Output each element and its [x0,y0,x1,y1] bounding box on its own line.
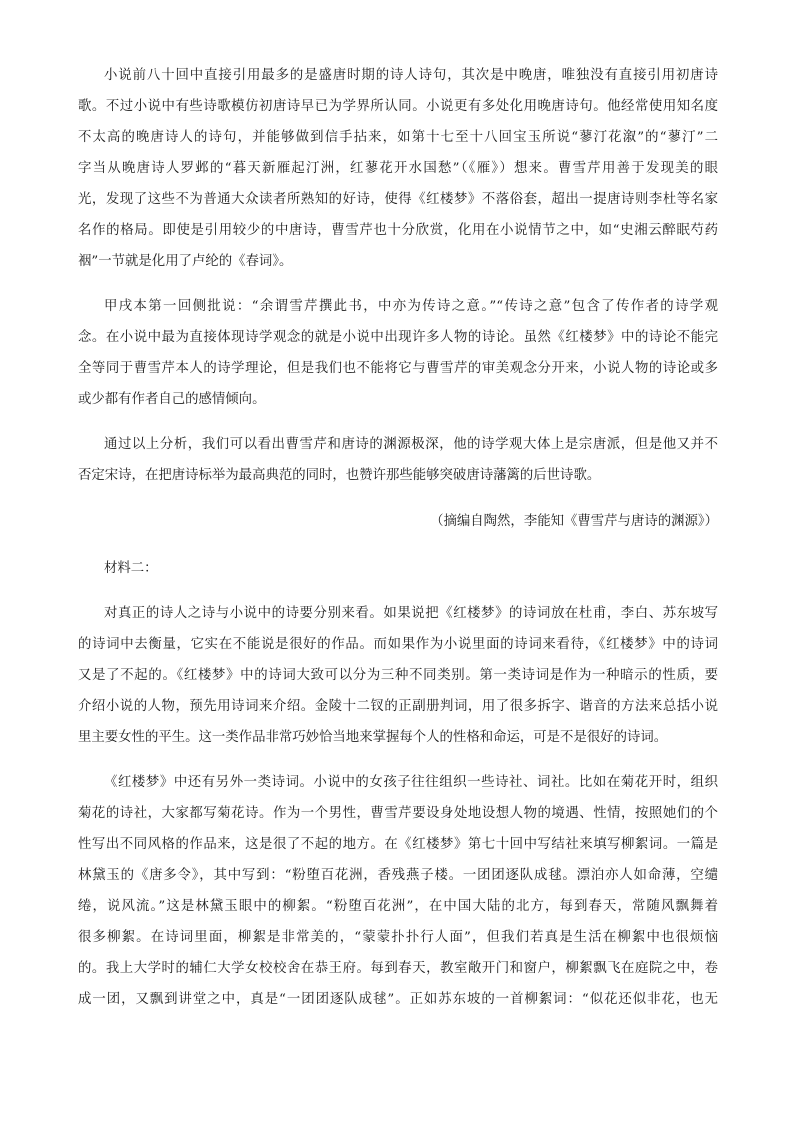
text-line: 或少都有作者自己的感情倾向。 [78,392,266,407]
text-line: 的诗词中去衡量，它实在不能说是很好的作品。而如果作为小说里面的诗词来看待，《红楼梦》中的诗词 [78,637,718,652]
text-line: 不太高的晚唐诗人的诗句，并能够做到信手拈来，如第十七至十八回宝玉所说“蓼汀花溆”的“蓼汀”二 [78,130,718,145]
text-line: 裀”一节就是化用了卢纶的《春词》。 [78,254,293,269]
section-heading: 材料二： [104,561,158,576]
text-line: 《红楼梦》中还有另外一类诗词。小说中的女孩子往往组织一些诗社、词社。比如在菊花开时，组织 [104,775,718,790]
text-line: 性写出不同风格的作品来，这是很了不起的地方。在《红楼梦》第七十回中写结社来填写柳絮词。一篇是 [78,837,718,852]
text-line: 光，发现了这些不为普通大众读者所熟知的好诗，使得《红楼梦》不落俗套，超出一提唐诗则李杜等名家 [78,192,718,207]
text-line: 通过以上分析，我们可以看出曹雪芹和唐诗的渊源极深，他的诗学观大体上是宗唐派，但是他又并不 [104,437,718,452]
text-line: 名作的格局。即使是引用较少的中唐诗，曹雪芹也十分欣赏，化用在小说情节之中，如“史湘云醉眠芍药 [78,223,718,238]
text-line: 全等同于曹雪芹本人的诗学理论，但是我们也不能将它与曹雪芹的审美观念分开来，小说人物的诗论或多 [78,361,718,376]
text-line: 里主要女性的平生。这一类作品非常巧妙恰当地来掌握每个人的性格和命运，可是不是很好的诗词。 [78,730,668,745]
text-line: 念。在小说中最为直接体现诗学观念的就是小说中出现许多人物的诗论。虽然《红楼梦》中的诗论不能完 [78,330,718,345]
text-line: 很多柳絮。在诗词里面，柳絮是非常美的，“蒙蒙扑扑行人面”，但我们若真是生活在柳絮中也很烦恼 [78,930,718,945]
text-line: 歌。不过小说中有些诗歌模仿初唐诗早已为学界所认同。小说更有多处化用晚唐诗句。他经常使用知名度 [78,99,718,114]
source-note: （摘编自陶然，李能知《曹雪芹与唐诗的渊源》） [430,514,718,529]
text-line: 小说前八十回中直接引用最多的是盛唐时期的诗人诗句，其次是中晚唐，唯独没有直接引用初唐诗 [104,68,718,83]
text-line: 成一团，又飘到讲堂之中，真是“一团团逐队成毬”。正如苏东坡的一首柳絮词：“似花还似非花，也无 [78,992,718,1007]
text-line: 甲戌本第一回侧批说：“余谓雪芹撰此书，中亦为传诗之意。”“传诗之意”包含了传作者的诗学观 [104,299,718,314]
text-line: 否定宋诗，在把唐诗标举为最高典范的同时，也赞许那些能够突破唐诗藩篱的后世诗歌。 [78,468,601,483]
text-line: 字当从晚唐诗人罗邺的“暮天新雁起汀洲，红蓼花开水国愁”（《雁》）想来。曹雪芹用善于发现美的眼 [78,161,718,176]
text-line: 菊花的诗社，大家都写菊花诗。作为一个男性，曹雪芹要设身处地设想人物的境遇、性情，按照她们的个 [78,806,718,821]
text-line: 介绍小说的人物，预先用诗词来介绍。金陵十二钗的正副册判词，用了很多拆字、谐音的方法来总括小说 [78,699,718,714]
text-line: 林黛玉的《唐多令》，其中写到：“粉堕百花洲，香残燕子楼。一团团逐队成毬。漂泊亦人如命薄，空缱 [78,868,718,883]
text-line: 又是了不起的。《红楼梦》中的诗词大致可以分为三种不同类别。第一类诗词是作为一种暗示的性质，要 [78,668,718,683]
text-line: 对真正的诗人之诗与小说中的诗要分别来看。如果说把《红楼梦》的诗词放在杜甫，李白、苏东坡写 [104,606,718,621]
text-line: 的。我上大学时的辅仁大学女校校舍在恭王府。每到春天，教室敞开门和窗户，柳絮飘飞在庭院之中，卷 [78,961,718,976]
text-line: 绻，说风流。”这是林黛玉眼中的柳絮。“粉堕百花洲”，在中国大陆的北方，每到春天，常随风飘舞着 [78,899,718,914]
